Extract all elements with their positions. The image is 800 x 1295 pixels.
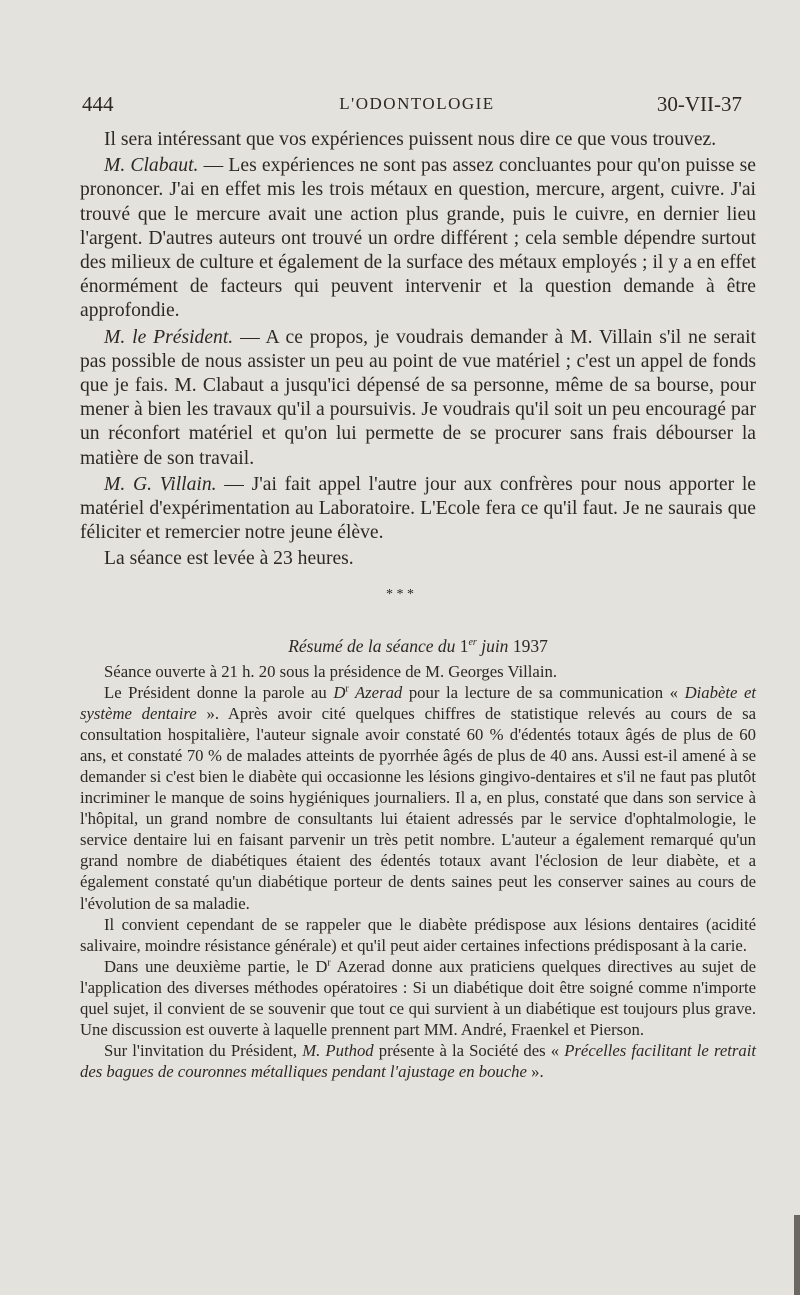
text: Dans une deuxième partie, le D — [104, 956, 328, 976]
paragraph-puthod — [80, 1040, 756, 1082]
text: Azerad donne aux praticiens quelques directives au sujet de l'application des diverses méthodes opératoires : Si un diabétique doit être soigné comme n'importe quel sujet, il convient de se souvenir que tout ce qui survient à un diabétique est toujours plus grave. Une discussion est ouverte à laquelle prennent part MM. André, Fraenkel et Pierson. — [80, 956, 756, 1039]
text: pour la lecture de sa communication « — [402, 683, 685, 703]
asterism: * * * — [386, 587, 414, 602]
communication-title: Diabète et système dentaire — [80, 683, 757, 724]
author-name: Azerad — [348, 683, 403, 703]
text: ». — [526, 1061, 544, 1081]
page-number: 444 — [82, 92, 114, 116]
resume-body — [80, 661, 756, 1082]
text: présente à la Société des « — [373, 1040, 565, 1060]
paragraph-text: — Les expériences ne sont pas assez concluantes pour qu'on puisse se prononcer. J'ai en effet mis les trois métaux en question, mercure, argent, cuivre. J'ai trouvé que le mercure avait une action plus grande, puis le cuivre, en dernier lieu l'argent. D'autres auteurs ont trouvé un ordre différent ; cela semble dépendre surtout des milieux de culture et également de la surface des métaux employés ; il y a en effet énormément de facteurs qui peuvent intervenir et la question demande à être approfondie. — [80, 155, 756, 322]
paragraph-text: — J'ai fait appel l'autre jour aux confrères pour nous apporter le matériel d'expérimentation au Laboratoire. L'Ecole fera ce qu'il faut. Je ne saurais que féliciter et remercier notre jeune élève. — [80, 473, 756, 544]
title-sup: er — [468, 637, 477, 649]
title-day: 1 — [459, 636, 469, 656]
paragraph-villain — [80, 473, 756, 546]
speaker-name: M. le Président. — [104, 326, 234, 348]
paragraph-clabaut — [80, 154, 756, 323]
title-text: juin — [476, 636, 513, 656]
section-separator — [380, 587, 420, 602]
paragraph: Il convient cependant de se rappeler que le diabète prédispose aux lésions dentaires (acidité salivaire, moindre résistance générale) et qu'il peut aider certaines infections prédisposant à la carie. — [80, 914, 756, 955]
paragraph-text: — A ce propos, je voudrais demander à M. Villain s'il ne serait pas possible de nous assister un peu au point de vue matériel ; c'est un appel de fonds que je fais. M. Clabaut a jusqu'ici dépensé de sa personne, même de sa bourse, pour mener à bien les travaux qu'il a poursuivis. Je voudrais qu'il soit un peu encouragé par un réconfort matériel et qu'on lui permette de se procurer sans frais débourser la matière de son travail. — [80, 326, 756, 469]
title-text: Résumé de la séance du — [288, 636, 460, 656]
presentation-title: Précelles facilitant le retrait des bagues de couronnes métalliques pendant l'ajustage en bouche — [80, 1040, 756, 1081]
paragraph-azerad — [80, 682, 756, 914]
page-edge-shadow — [794, 1215, 800, 1295]
paragraph — [80, 956, 756, 1040]
sup: r — [327, 957, 331, 969]
text: ». Après avoir cité quelques chiffres de statistique relevés au cours de sa consultation hospitalière, l'auteur signale avoir constaté 60 % d'édentés totaux âgés de plus de 60 ans, et constaté 70 % de malades atteints de pyorrhée âgés de plus de 40 ans. Aussi est-il amené à se demander si c'est bien le diabète qui occasionne les lésions gingivo-dentaires et s'il ne faut pas plutôt incriminer le manque de soins hygiéniques journaliers. Il a, en plus, constaté que dans son service à l'hôpital, un grand nombre de consultants lui étaient adressés par le service d'ophtalmologie, le service dentaire lui en faisant parvenir un très petit nombre. L'auteur a également remarqué qu'un grand nombre de diabétiques étaient des édentés totaux avant l'éclosion de leur diabète, et a également constaté qu'un diabétique porteur de dents saines peut les conserver saines au cours de l'évolution de sa maladie. — [80, 704, 756, 913]
session-discussion — [80, 128, 756, 572]
text: Le Président donne la parole au — [104, 683, 334, 703]
author-name: M. Puthod — [302, 1040, 374, 1060]
speaker-name: M. Clabaut. — [104, 155, 199, 177]
title-dr: D — [333, 683, 346, 703]
paragraph: Séance ouverte à 21 h. 20 sous la présidence de M. Georges Villain. — [104, 662, 557, 681]
paragraph-president — [80, 326, 756, 471]
issue-date: 30-VII-37 — [656, 92, 742, 116]
paragraph: Il sera intéressant que vos expériences puissent nous dire ce que vous trouvez. — [104, 129, 717, 150]
journal-title: L'ODONTOLOGIE — [339, 94, 495, 113]
speaker-name: M. G. Villain. — [104, 473, 217, 495]
resume-title — [80, 636, 756, 657]
sup: r — [345, 683, 349, 695]
running-header — [82, 92, 752, 122]
title-year: 1937 — [512, 636, 548, 656]
text: Sur l'invitation du Président, — [104, 1040, 303, 1060]
closing-line: La séance est levée à 23 heures. — [104, 548, 354, 570]
